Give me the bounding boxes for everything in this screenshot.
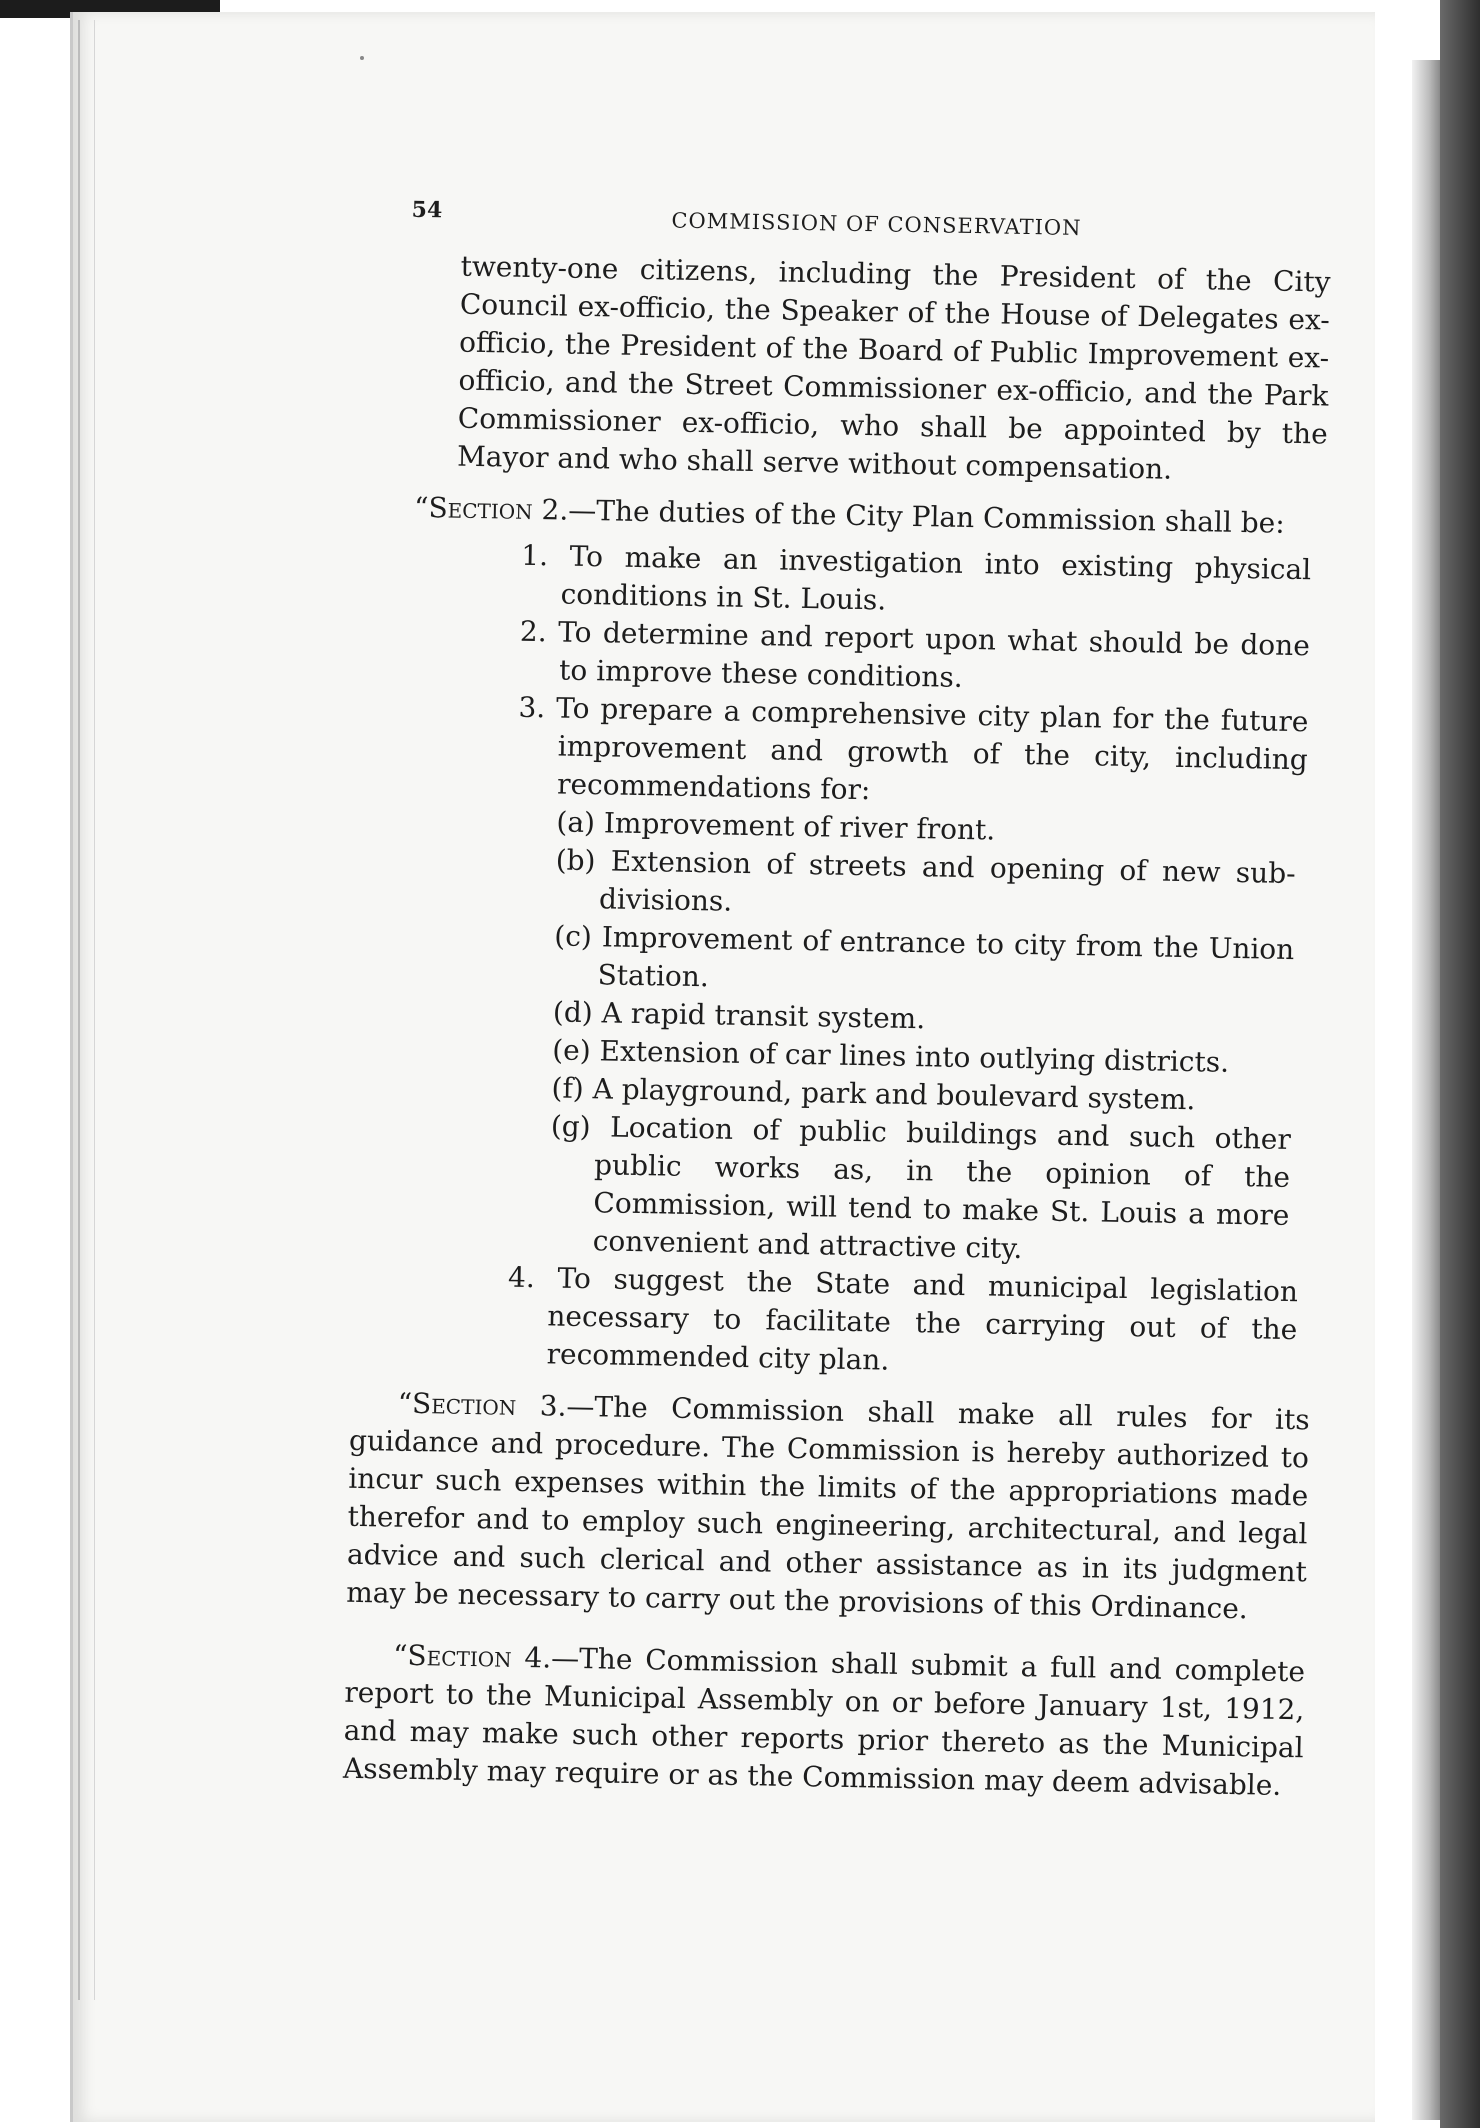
item-text: To make an investigation into existing physical conditions in St. Louis.: [560, 539, 1312, 617]
sub-item-text: A playground, park and boulevard system.: [592, 1072, 1196, 1117]
section-4-heading: “Section 4.: [392, 1638, 552, 1675]
sub-item-letter: (a): [556, 805, 596, 840]
book-spine-shadow: [1412, 60, 1440, 2120]
page-edge-lines: [78, 20, 95, 2000]
list-item: [350, 1256, 1312, 1388]
scan-speck: [360, 56, 364, 60]
item-number: 1.: [521, 538, 549, 573]
opening-paragraph: twenty-one citizens, including the President of the City Council ex-officio, the Speaker of the House of Delegates ex-officio, the President of the Board of Public Improvement ex-officio, and the Street Commissioner ex-officio, and the Park Commissioner ex-officio, who shall be appointed by the Mayor and who shall serve without compensation.: [456, 249, 1331, 486]
sub-item-letter: (g): [550, 1109, 591, 1144]
item-number: 3.: [518, 690, 546, 725]
section-2-text: —The duties of the City Plan Commission shall be:: [568, 493, 1286, 540]
section-3-text: —The Commission shall make all rules for its guidance and procedure. The Commission is hereby authorized to incur such expenses within the limits of the appropriations made therefor and to employ such engineering, architectural, and legal advice and such clerical and other assistance as in its judgment may be necessary to carry out the provisions of this Ordinance.: [345, 1389, 1310, 1626]
list-item: [361, 686, 1323, 818]
sub-item-text: Location of public buildings and such other public works as, in the opinion of the Commission, will tend to make St. Louis a more convenient and attractive city.: [592, 1110, 1292, 1266]
section-3-heading: “Section 3.: [397, 1386, 567, 1423]
item-number: 2.: [519, 614, 547, 649]
section-2-heading: “Section 2.: [413, 490, 569, 527]
scan-border-right: [1440, 0, 1480, 2128]
item-text: To prepare a comprehensive city plan for the future improvement and growth of the city, including recommendations for:: [555, 691, 1309, 807]
item-text: To determine and report upon what should be done to improve these conditions.: [557, 615, 1311, 694]
sub-item-text: Improvement of entrance to city from the Union Station.: [597, 920, 1295, 994]
page-number: 54: [411, 196, 443, 224]
page-text: [343, 190, 1332, 1805]
section-4-text: —The Commission shall submit a full and complete report to the Municipal Assembly on or before January 1st, 1912, and may make such other reports prior thereto as the Municipal Assembly may require or as the Commission may deem advisable.: [342, 1641, 1306, 1802]
duties-list: [350, 534, 1325, 1387]
item-number: 4.: [507, 1260, 536, 1295]
sub-item-letter: (c): [554, 919, 593, 954]
sub-list-item: [352, 1104, 1315, 1274]
sub-item-text: A rapid transit system.: [601, 996, 926, 1036]
section-3-paragraph: [346, 1384, 1310, 1630]
sub-item-text: Extension of car lines into outlying districts.: [599, 1034, 1230, 1079]
running-head: COMMISSION OF CONSERVATION: [671, 208, 1082, 241]
section-2-paragraph: [366, 488, 1327, 544]
sub-item-letter: (f): [551, 1071, 585, 1106]
item-text: To suggest the State and municipal legislation necessary to facilitate the carrying out of the recommended city plan.: [546, 1261, 1299, 1377]
section-4-paragraph: [343, 1636, 1306, 1806]
sub-item-text: Improvement of river front.: [603, 806, 996, 847]
sub-item-letter: (b): [555, 843, 596, 878]
sub-item-text: Extension of streets and opening of new sub-divisions.: [598, 844, 1296, 918]
sub-item-letter: (d): [552, 995, 594, 1030]
sub-item-letter: (e): [551, 1033, 591, 1068]
